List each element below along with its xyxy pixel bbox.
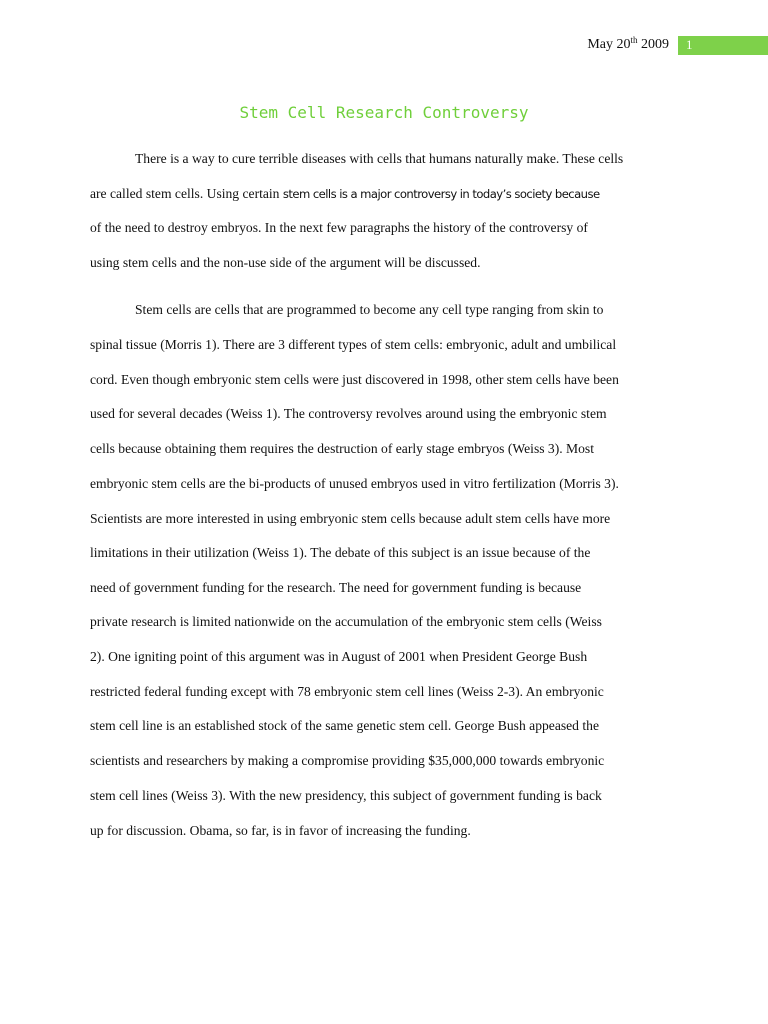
paragraph-2-line: Scientists are more interested in using embryonic stem cells because adult stem cells have more [90,511,611,526]
paragraph-2-line: private research is limited nationwide on the accumulation of the embryonic stem cells (Weiss [90,614,602,629]
paragraph-2-line: up for discussion. Obama, so far, is in favor of increasing the funding. [90,823,471,838]
page-number: 1 [686,37,693,52]
paragraph-2-line: used for several decades (Weiss 1). The controversy revolves around using the embryonic stem [90,406,607,421]
paragraph-2-line: need of government funding for the research. The need for government funding is because [90,580,582,595]
paragraph-1-line-2 [90,185,600,203]
paragraph-2-line: restricted federal funding except with 78 embryonic stem cell lines (Weiss 2-3). An embryonic [90,684,604,699]
paragraph-2-line: stem cell line is an established stock of the same genetic stem cell. George Bush appeased the [90,718,599,733]
paragraph-2-line: embryonic stem cells are the bi-products of unused embryos used in vitro fertilization (Morris 3). [90,476,619,491]
page-number-tab [678,36,768,55]
header-date-suffix: 2009 [637,37,669,52]
document-title: Stem Cell Research Controversy [239,103,529,122]
paragraph-1-line-2-sans: stem cells is a major controversy in today’s society because [282,187,600,201]
paragraph-2-line: Stem cells are cells that are programmed to become any cell type ranging from skin to [135,302,604,317]
paragraph-1-line-1: There is a way to cure terrible diseases with cells that humans naturally make. These cells [135,151,624,166]
paragraph-2-line: 2). One igniting point of this argument was in August of 2001 when President George Bush [90,649,588,664]
paragraph-2-line: spinal tissue (Morris 1). There are 3 different types of stem cells: embryonic, adult and umbilical [90,337,617,352]
paragraph-2-line: cord. Even though embryonic stem cells were just discovered in 1998, other stem cells have been [90,372,619,387]
paragraph-1-line-2-serif: are called stem cells. Using certain [90,186,283,201]
paragraph-2-line: limitations in their utilization (Weiss 1). The debate of this subject is an issue because of the [90,545,591,560]
paragraph-1-line-3: of the need to destroy embryos. In the next few paragraphs the history of the controversy of [90,220,588,235]
paragraph-2-line: scientists and researchers by making a compromise providing $35,000,000 towards embryonic [90,753,605,768]
paragraph-1-line-4: using stem cells and the non-use side of the argument will be discussed. [90,255,481,270]
header-date [587,36,669,54]
header-date-prefix: May 20 [587,37,631,52]
paragraph-2-line: cells because obtaining them requires the destruction of early stage embryos (Weiss 3). Most [90,441,594,456]
header-date-superscript: th [630,35,638,45]
paragraph-2-line: stem cell lines (Weiss 3). With the new presidency, this subject of government funding is back [90,788,602,803]
